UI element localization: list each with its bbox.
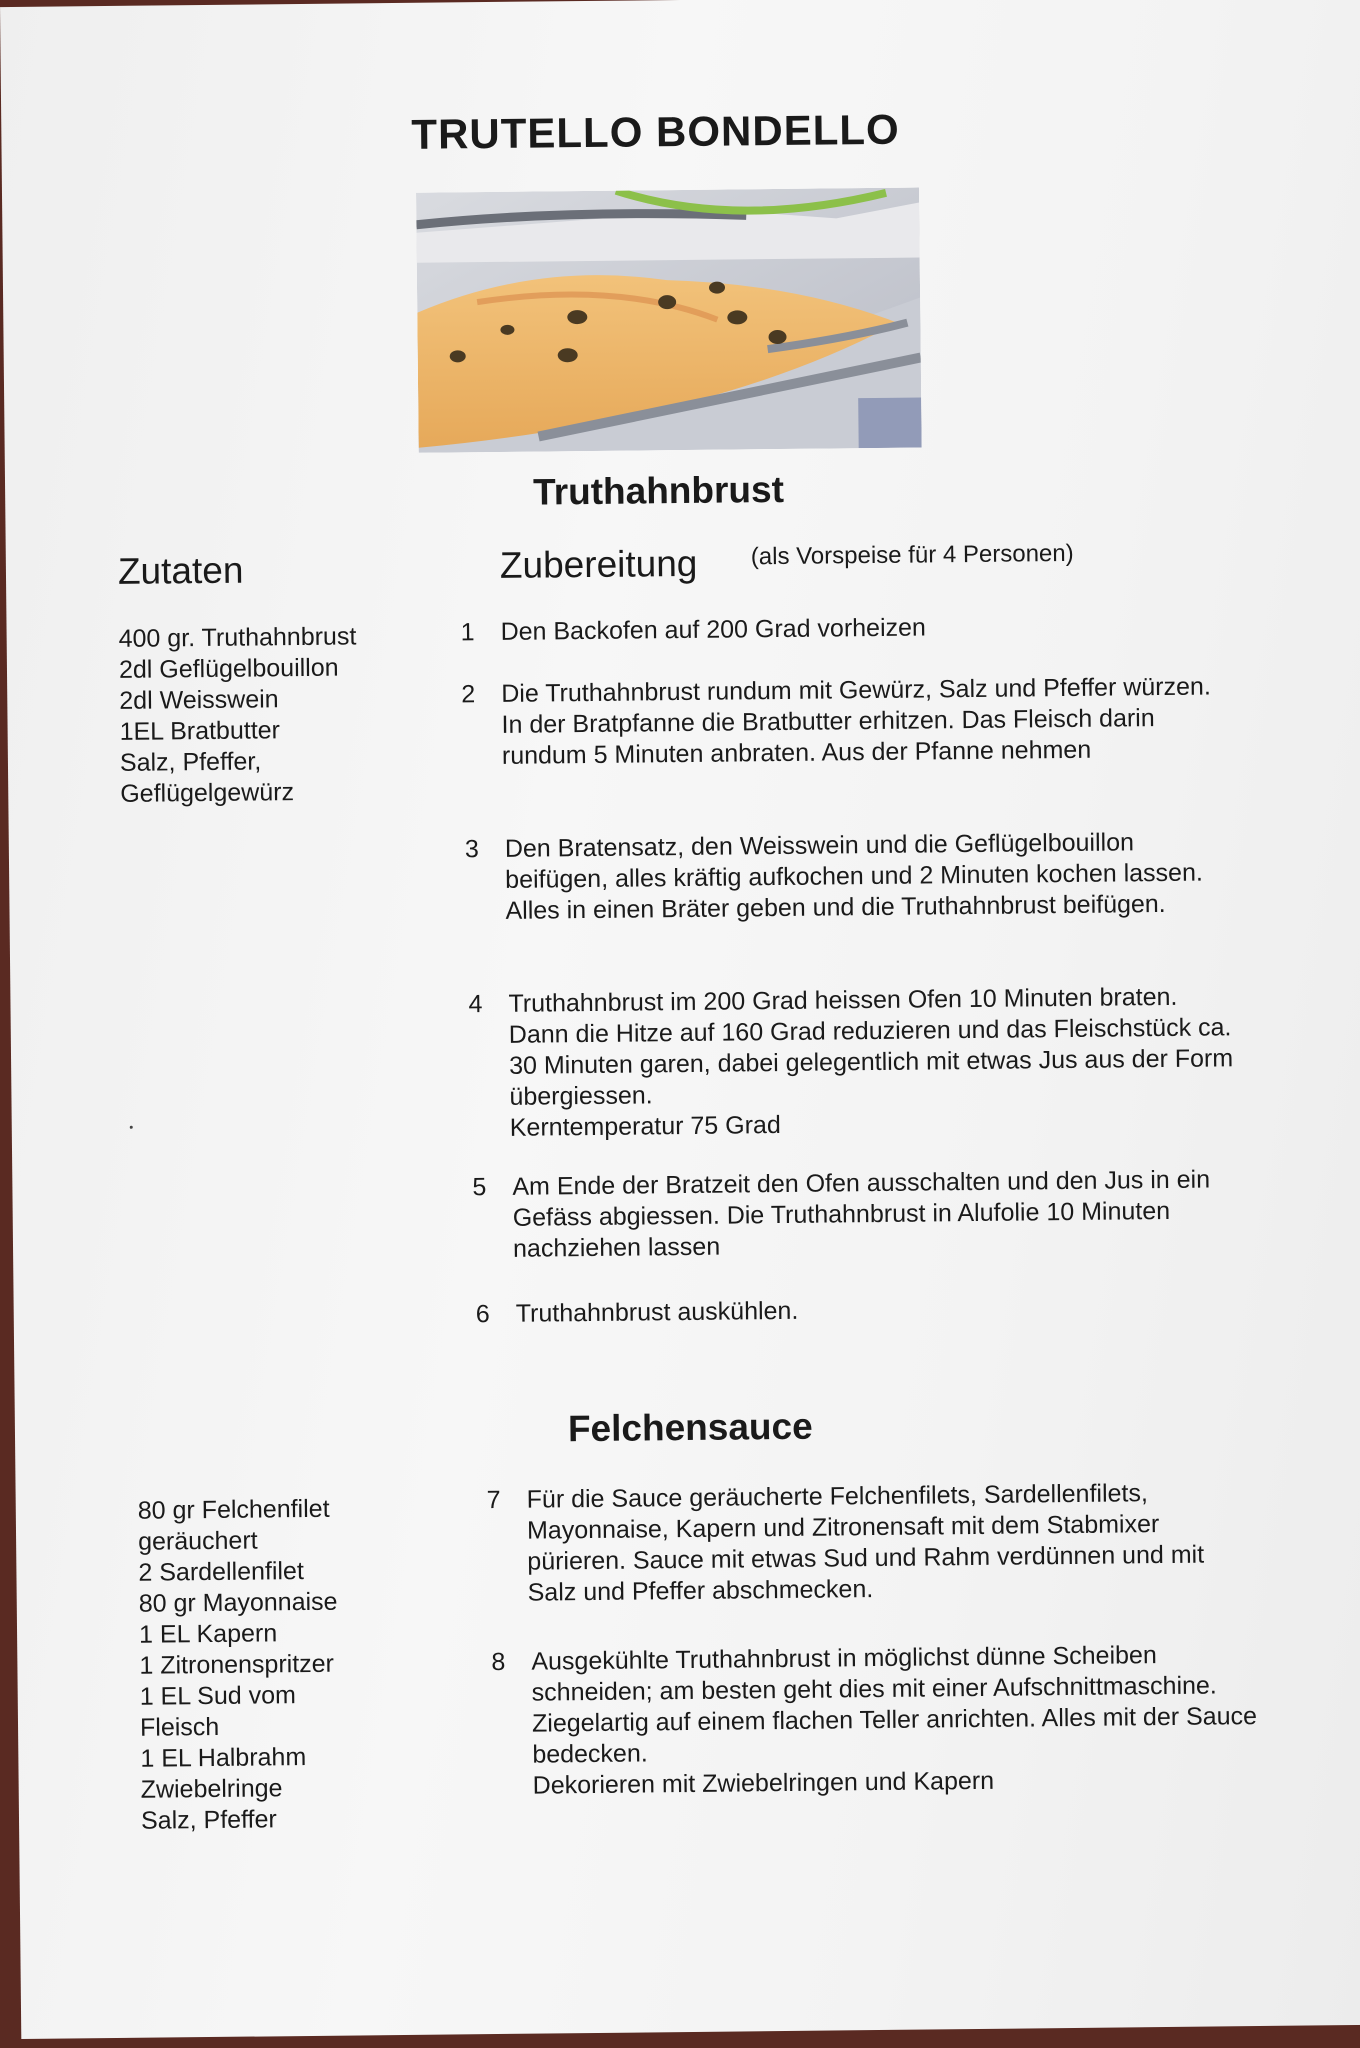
ingredient-item: 2dl Geflügelbouillon bbox=[118, 653, 339, 684]
step-text: Die Truthahnbrust rundum mit Gewürz, Salz und Pfeffer würzen. In der Bratpfanne die Bratbutter erhitzen. Das Fleisch darin rundum 5 Minuten anbraten. Aus der Pfanne nehmen bbox=[501, 672, 1211, 770]
step-item bbox=[486, 1477, 1258, 1609]
page-title: TRUTELLO BONDELLO bbox=[411, 105, 900, 158]
ingredient-item: 2 Sardellenfilet bbox=[138, 1557, 304, 1587]
ingredient-item: geräuchert bbox=[137, 1526, 258, 1556]
step-text: Am Ende der Bratzeit den Ofen ausschalten und den Jus in ein Gefäss abgiessen. Die Truthahnbrust in Alufolie 10 Minuten nachziehen lassen bbox=[512, 1165, 1211, 1263]
step-text: Ausgekühlte Truthahnbrust in möglichst dünne Scheiben schneiden; am besten geht dies mit einer Aufschnittmaschine. Ziegelartig auf einem flachen Teller anrichten. Alles mit der Sauce bedecken. bbox=[531, 1641, 1258, 1769]
dish-photo-icon bbox=[416, 188, 922, 453]
step-extra-text: Kerntemperatur 75 Grad bbox=[509, 1111, 781, 1142]
ingredient-item: Fleisch bbox=[139, 1712, 220, 1742]
ingredient-item: Zwiebelringe bbox=[140, 1774, 283, 1804]
ingredient-item: 1EL Bratbutter bbox=[119, 716, 281, 746]
step-extra-text: Dekorieren mit Zwiebelringen und Kapern bbox=[532, 1766, 995, 1800]
ingredient-item: 1 EL Sud vom bbox=[139, 1681, 296, 1711]
step-text: Den Bratensatz, den Weisswein und die Geflügelbouillon beifügen, alles kräftig aufkochen und 2 Minuten kochen lassen. Alles in einen Bräter geben und die Truthahnbrust beifügen. bbox=[504, 828, 1204, 925]
ingredient-item: 1 Zitronenspritzer bbox=[139, 1649, 335, 1680]
step-item bbox=[464, 826, 1236, 927]
ingredient-item: Salz, Pfeffer, bbox=[119, 747, 262, 777]
sauce-ingredient-list bbox=[138, 1494, 340, 1837]
step-number: 8 bbox=[491, 1647, 506, 1677]
serving-note: (als Vorspeise für 4 Personen) bbox=[750, 539, 1074, 571]
ingredient-item: 80 gr Felchenfilet bbox=[137, 1494, 330, 1525]
ingredient-item: 1 EL Kapern bbox=[138, 1619, 278, 1649]
stray-dot bbox=[130, 1126, 133, 1129]
ingredient-list bbox=[119, 621, 359, 809]
ingredient-item: 400 gr. Truthahnbrust bbox=[118, 622, 357, 653]
step-number: 3 bbox=[464, 835, 479, 864]
section-title-truthahnbrust: Truthahnbrust bbox=[532, 468, 785, 513]
step-text: Den Backofen auf 200 Grad vorheizen bbox=[500, 613, 927, 646]
ingredient-item: Salz, Pfeffer bbox=[140, 1805, 277, 1835]
step-item bbox=[461, 671, 1232, 772]
step-number: 4 bbox=[468, 990, 483, 1019]
step-item bbox=[460, 609, 1230, 648]
ingredient-item: 1 EL Halbrahm bbox=[140, 1743, 307, 1773]
step-number: 7 bbox=[486, 1485, 501, 1515]
step-item bbox=[491, 1639, 1263, 1802]
preparation-heading: Zubereitung bbox=[499, 542, 698, 586]
section-title-felchensauce: Felchensauce bbox=[567, 1405, 813, 1450]
ingredient-item: Geflügelgewürz bbox=[120, 778, 295, 808]
step-text: Truthahnbrust auskühlen. bbox=[515, 1296, 799, 1328]
ingredient-item: 2dl Weisswein bbox=[119, 685, 279, 715]
step-item bbox=[468, 981, 1240, 1144]
step-number: 6 bbox=[475, 1300, 490, 1329]
step-number: 5 bbox=[472, 1173, 487, 1202]
ingredient-item: 80 gr Mayonnaise bbox=[138, 1587, 338, 1618]
step-text: Truthahnbrust im 200 Grad heissen Ofen 10 Minuten braten. Dann die Hitze auf 160 Grad reduzieren und das Fleischstück ca. 30 Minuten garen, dabei gelegentlich mit etwas Jus aus der Form übergiessen. bbox=[508, 982, 1234, 1111]
step-number: 1 bbox=[460, 618, 475, 647]
step-text: Für die Sauce geräucherte Felchenfilets, Sardellenfilets, Mayonnaise, Kapern und Zitronensaft mit dem Stabmixer pürieren. Sauce mit etwas Sud und Rahm verdünnen und mit Salz und Pfeffer abschmecken. bbox=[526, 1479, 1205, 1607]
step-number: 2 bbox=[461, 680, 476, 709]
step-item bbox=[472, 1164, 1243, 1265]
step-item bbox=[475, 1291, 1246, 1330]
ingredients-heading: Zutaten bbox=[117, 549, 244, 592]
dish-photo bbox=[416, 188, 922, 453]
